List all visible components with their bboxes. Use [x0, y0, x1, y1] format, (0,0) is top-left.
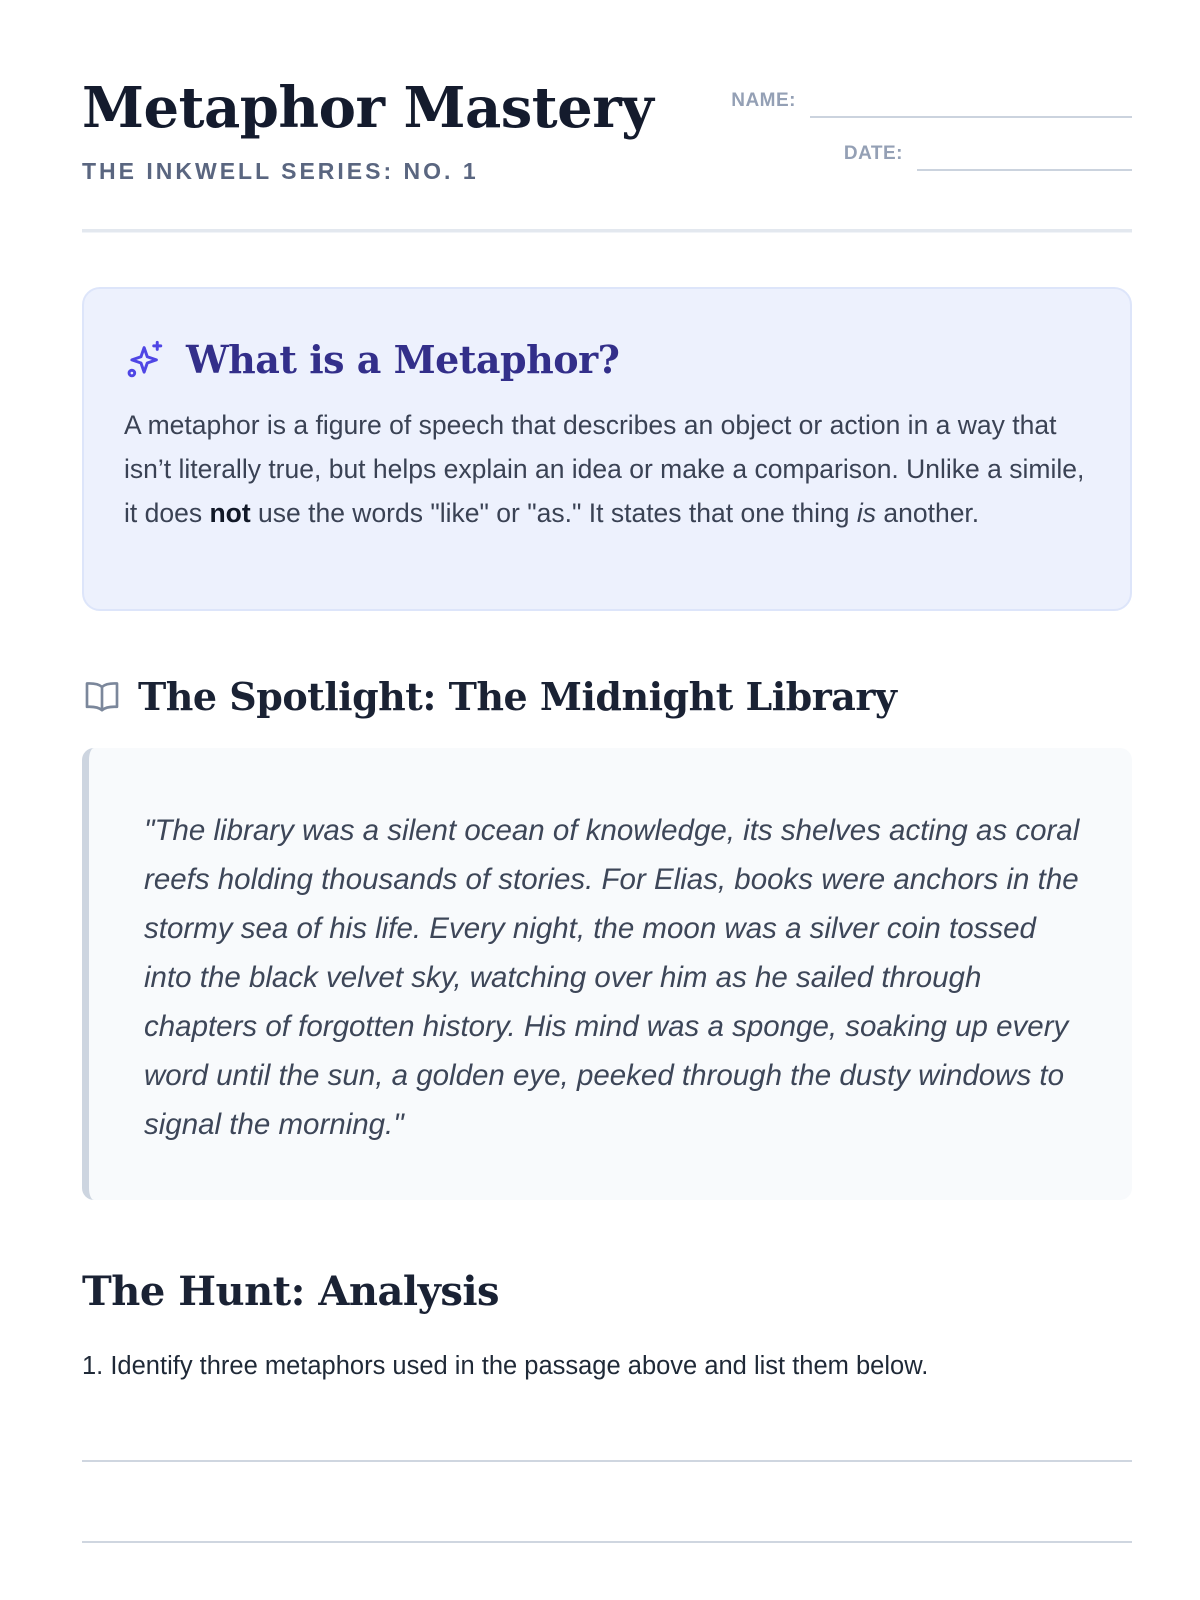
header-divider: [82, 229, 1132, 233]
definition-text-part-1: A metaphor is a figure of speech that describes an object or action in a way that isn’t literally true, but helps explain an idea or make a comparison. Unlike a simile, it does: [124, 410, 1085, 528]
answer-line-2[interactable]: [82, 1541, 1132, 1543]
definition-emphasis-is: is: [856, 498, 877, 528]
definition-title: What is a Metaphor?: [186, 336, 620, 382]
name-label: NAME:: [731, 90, 796, 111]
definition-text-part-2: use the words "like" or "as." It states that one thing: [250, 498, 857, 528]
book-open-icon: [82, 676, 122, 716]
worksheet-header: [82, 0, 1132, 232]
name-input-line[interactable]: [810, 86, 1132, 118]
spotlight-title: The Spotlight: The Midnight Library: [138, 673, 897, 719]
answer-line-1[interactable]: [82, 1460, 1132, 1462]
analysis-title: The Hunt: Analysis: [82, 1268, 500, 1315]
definition-emphasis-not: not: [209, 498, 251, 528]
date-label: DATE:: [843, 143, 903, 164]
passage-quote: [82, 748, 1132, 1200]
name-field: [731, 86, 1132, 118]
question-1: 1. Identify three metaphors used in the passage above and list them below.: [82, 1352, 929, 1380]
series-subtitle: THE INKWELL SERIES: NO. 1: [82, 158, 479, 184]
definition-heading: [124, 329, 1090, 389]
worksheet-page: [82, 0, 1132, 1380]
spotlight-heading: [82, 668, 897, 724]
date-field: [844, 139, 1132, 171]
definition-text-part-3: another.: [876, 498, 980, 528]
passage-text: "The library was a silent ocean of knowledge, its shelves acting as coral reefs holding thousands of stories. For Elias, books were anchors in the stormy sea of his life. Every night, the moon was a silver coin tossed into the black velvet sky, watching over him as he sailed through chapters of forgotten history. His mind was a sponge, soaking up every word until the sun, a golden eye, peeked through the dusty windows to signal the morning.": [144, 814, 1080, 1141]
page-title: Metaphor Mastery: [82, 75, 654, 141]
definition-box: [82, 287, 1132, 611]
definition-text: [124, 403, 1090, 535]
sparkles-icon: [124, 338, 166, 380]
date-input-line[interactable]: [917, 139, 1132, 171]
